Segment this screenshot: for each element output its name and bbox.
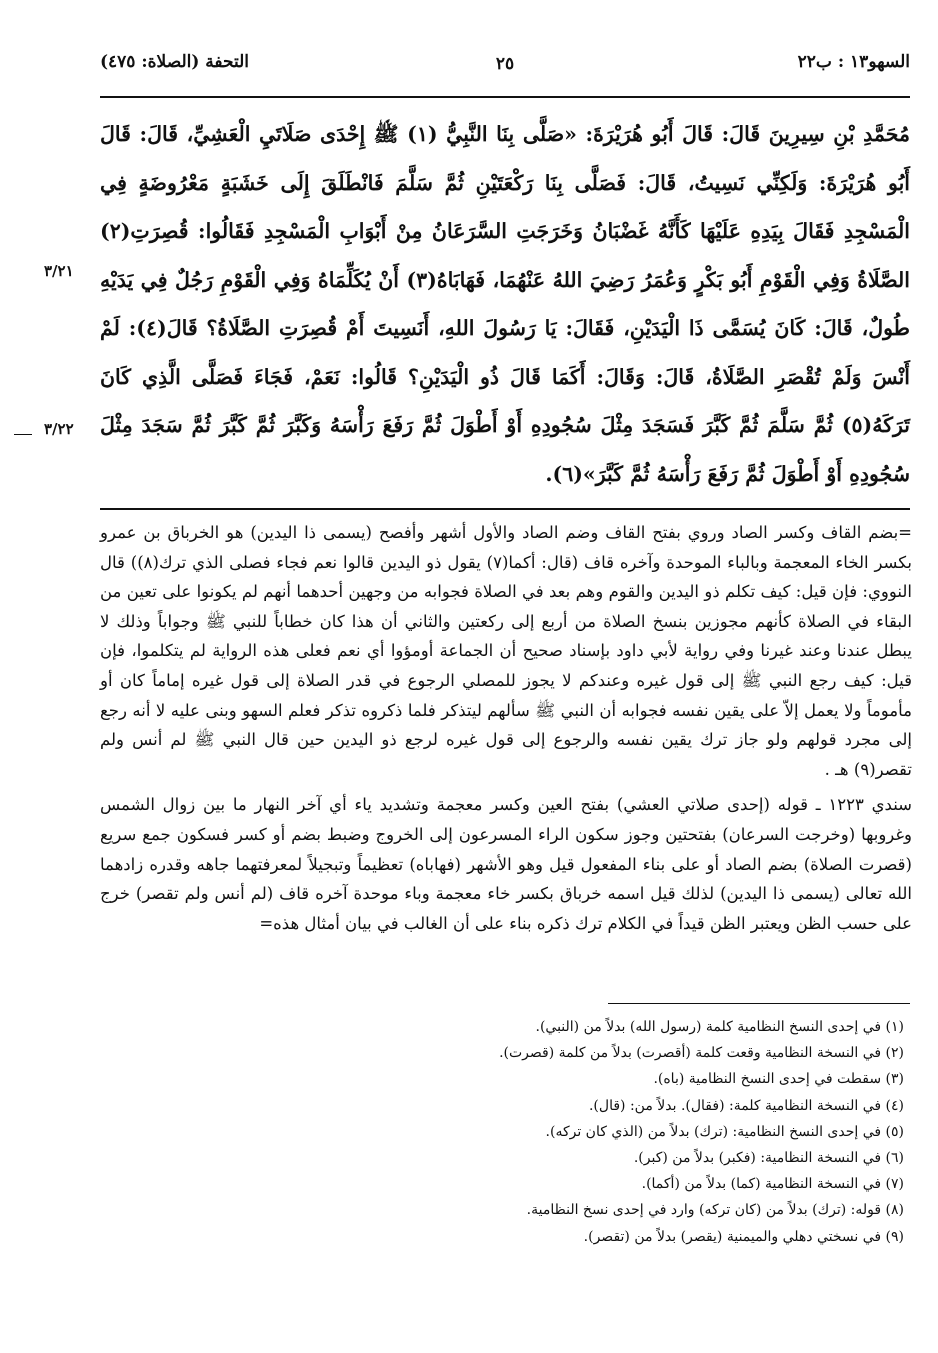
footnote: (٧) في النسخة النظامية (كما) بدلاً من (أكما). [641, 1176, 904, 1193]
margin-ref: ٣/٢١ [44, 262, 74, 280]
margin-ref: ٣/٢٢ [44, 420, 74, 438]
footnote: (٨) قوله: (ترك) بدلاً من (كان تركه) وارد في إحدى نسخ النظامية. [526, 1202, 904, 1219]
tuhfa-reference: التحفة (الصلاة: ٤٧٥) [100, 52, 250, 72]
footnote: (٣) سقطت في إحدى النسخ النظامية (باه). [653, 1071, 904, 1088]
text-commentary-rule [100, 508, 910, 510]
footnote: (٢) في النسخة النظامية وقعت كلمة (أقصرت) بدلاً من كلمة (قصرت). [499, 1045, 904, 1062]
footnote-rule [608, 1003, 910, 1004]
footnote: (١) في إحدى النسخ النظامية كلمة (رسول الله) بدلاً من (النبي). [535, 1019, 904, 1035]
footnotes-section [100, 1014, 912, 1250]
footnote: (٩) في نسختي دهلي والميمنية (يقصر) بدلاً من (تقصر). [583, 1228, 904, 1245]
commentary-paragraph: =بضم القاف وكسر الصاد وروي بفتح القاف وضم الصاد والأول أشهر وأفصح (يسمى ذا اليدين) هو الخرباق بن عمرو بكسر الخاء المعجمة وبالباء الموحدة وآخره قاف (قال: أكما(٧) يقول ذو اليدين قالوا نعم فجاء فصلى الذي ترك(٨)) قال النووي: فإن قيل: كيف تكلم ذو اليدين والقوم وهم بعد في الصلاة فجوابه من وجهين أحدهما أنهم لم يكونوا على تعين من البقاء في الصلاة كأنهم مجوزين بنسخ الصلاة من أربع إلى ركعتين والثاني أن هذا كان خطاباً للنبي ﷺ وجواباً وذلك لا يبطل عندنا وعند غيرنا وفي رواية لأبي داود بإسناد صحيح أن الجماعة أومؤوا أي نعم فعلى هذه الرواية لم يتكلموا، فإن قيل: كيف رجع النبي ﷺ إلى قول غيره وعندكم لا يجوز للمصلي الرجوع في قدر الصلاة إلى قول غيره إماماً كان أو مأموماً ولا يعمل إلاّ على يقين نفسه فجوابه أن النبي ﷺ سألهم ليتذكر فلما ذكروه تذكر فعلم السهو وبنى عليه لا أنه رجع إلى مجرد قولهم ولو جاز ترك يقين نفسه والرجوع إلى قول غيره لرجع ذو اليدين حين قال النبي ﷺ لم أنس ولم تقصر(٩) هـ . [100, 523, 912, 779]
section-reference: السهو١٣ : ب٢٢ [797, 52, 910, 72]
page-header [100, 52, 910, 86]
hadith-paragraph: مُحَمَّدِ بْنِ سِيرِينَ قَالَ: قَالَ أَبُو هُرَيْرَةَ: «صَلَّى بِنَا النَّبِيُّ (١) ﷺ إِحْدَى صَلَاتَيِ الْعَشِيِّ، قَالَ: قَالَ أَبُو هُرَيْرَةَ: وَلَكِنِّي نَسِيتُ، قَالَ: فَصَلَّى بِنَا رَكْعَتَيْنِ ثُمَّ سَلَّمَ فَانْطَلَقَ إِلَى خَشَبَةٍ مَعْرُوضَةٍ فِي الْمَسْجِدِ فَقَالَ بِيَدِهِ عَلَيْهَا كَأَنَّهُ غَضْبَانُ وَخَرَجَتِ السَّرَعَانُ مِنْ أَبْوَابِ الْمَسْجِدِ فَقَالُوا: قُصِرَتِ(٢) الصَّلَاةُ وَفِي الْقَوْمِ أَبُو بَكْرٍ وَعُمَرُ رَضِيَ اللهُ عَنْهُمَا، فَهَابَاهُ(٣) أَنْ يُكَلِّمَاهُ وَفِي الْقَوْمِ رَجُلٌ فِي يَدَيْهِ طُولٌ، قَالَ: كَانَ يُسَمَّى ذَا الْيَدَيْنِ، فَقَالَ: يَا رَسُولَ اللهِ، أَنَسِيتَ أَمْ قُصِرَتِ الصَّلَاةُ؟ قَالَ(٤): لَمْ أَنْسَ وَلَمْ تُقْصَرِ الصَّلَاةُ، قَالَ: وَقَالَ: أَكَمَا قَالَ ذُو الْيَدَيْنِ؟ قَالُوا: نَعَمْ، فَجَاءَ فَصَلَّى الَّذِي كَانَ تَرَكَهُ(٥) ثُمَّ سَلَّمَ ثُمَّ كَبَّرَ فَسَجَدَ مِثْلَ سُجُودِهِ أَوْ أَطْوَلَ ثُمَّ رَفَعَ رَأْسَهُ وَكَبَّرَ ثُمَّ كَبَّرَ ثُمَّ سَجَدَ مِثْلَ سُجُودِهِ أَوْ أَطْوَلَ ثُمَّ رَفَعَ رَأْسَهُ ثُمَّ كَبَّرَ»(٦). [100, 122, 910, 486]
commentary-section [100, 518, 912, 938]
footnote: (٦) في النسخة النظامية: (فكبر) بدلاً من (كبر). [633, 1150, 904, 1167]
footnote: (٤) في النسخة النظامية كلمة: (فقال). بدلاً من: (قال). [588, 1097, 904, 1114]
footnote: (٥) في إحدى النسخ النظامية: (ترك) بدلاً من (الذي كان تركه). [545, 1123, 904, 1140]
margin-dash [14, 434, 32, 435]
header-rule [100, 96, 910, 98]
page-number: ٢٥ [495, 54, 515, 74]
commentary-paragraph: سندي ١٢٢٣ ـ قوله (إحدى صلاتي العشي) بفتح العين وكسر معجمة وتشديد ياء أي آخر النهار ما بين زوال الشمس وغروبها (وخرجت السرعان) بفتحتين وجوز سكون الراء المسرعون إلى الخروج وضبط بضم أو كسر فسكون جمع سريع (قصرت الصلاة) بضم الصاد أو على بناء المفعول قيل وهو الأشهر (فهاباه) تعظيماً وتبجيلاً لمعرفتهما جاهه وقدره زادهما الله تعالى (يسمى ذا اليدين) لذلك قيل اسمه خرباق بكسر خاء معجمة وباء موحدة آخره قاف (لم أنس ولم تقصر) خرج على حسب الظن ويعتبر الظن قيداً في الكلام ترك ذكره بناء على أن الغالب في بيان أمثال هذه= [100, 795, 913, 933]
hadith-text [100, 110, 910, 498]
